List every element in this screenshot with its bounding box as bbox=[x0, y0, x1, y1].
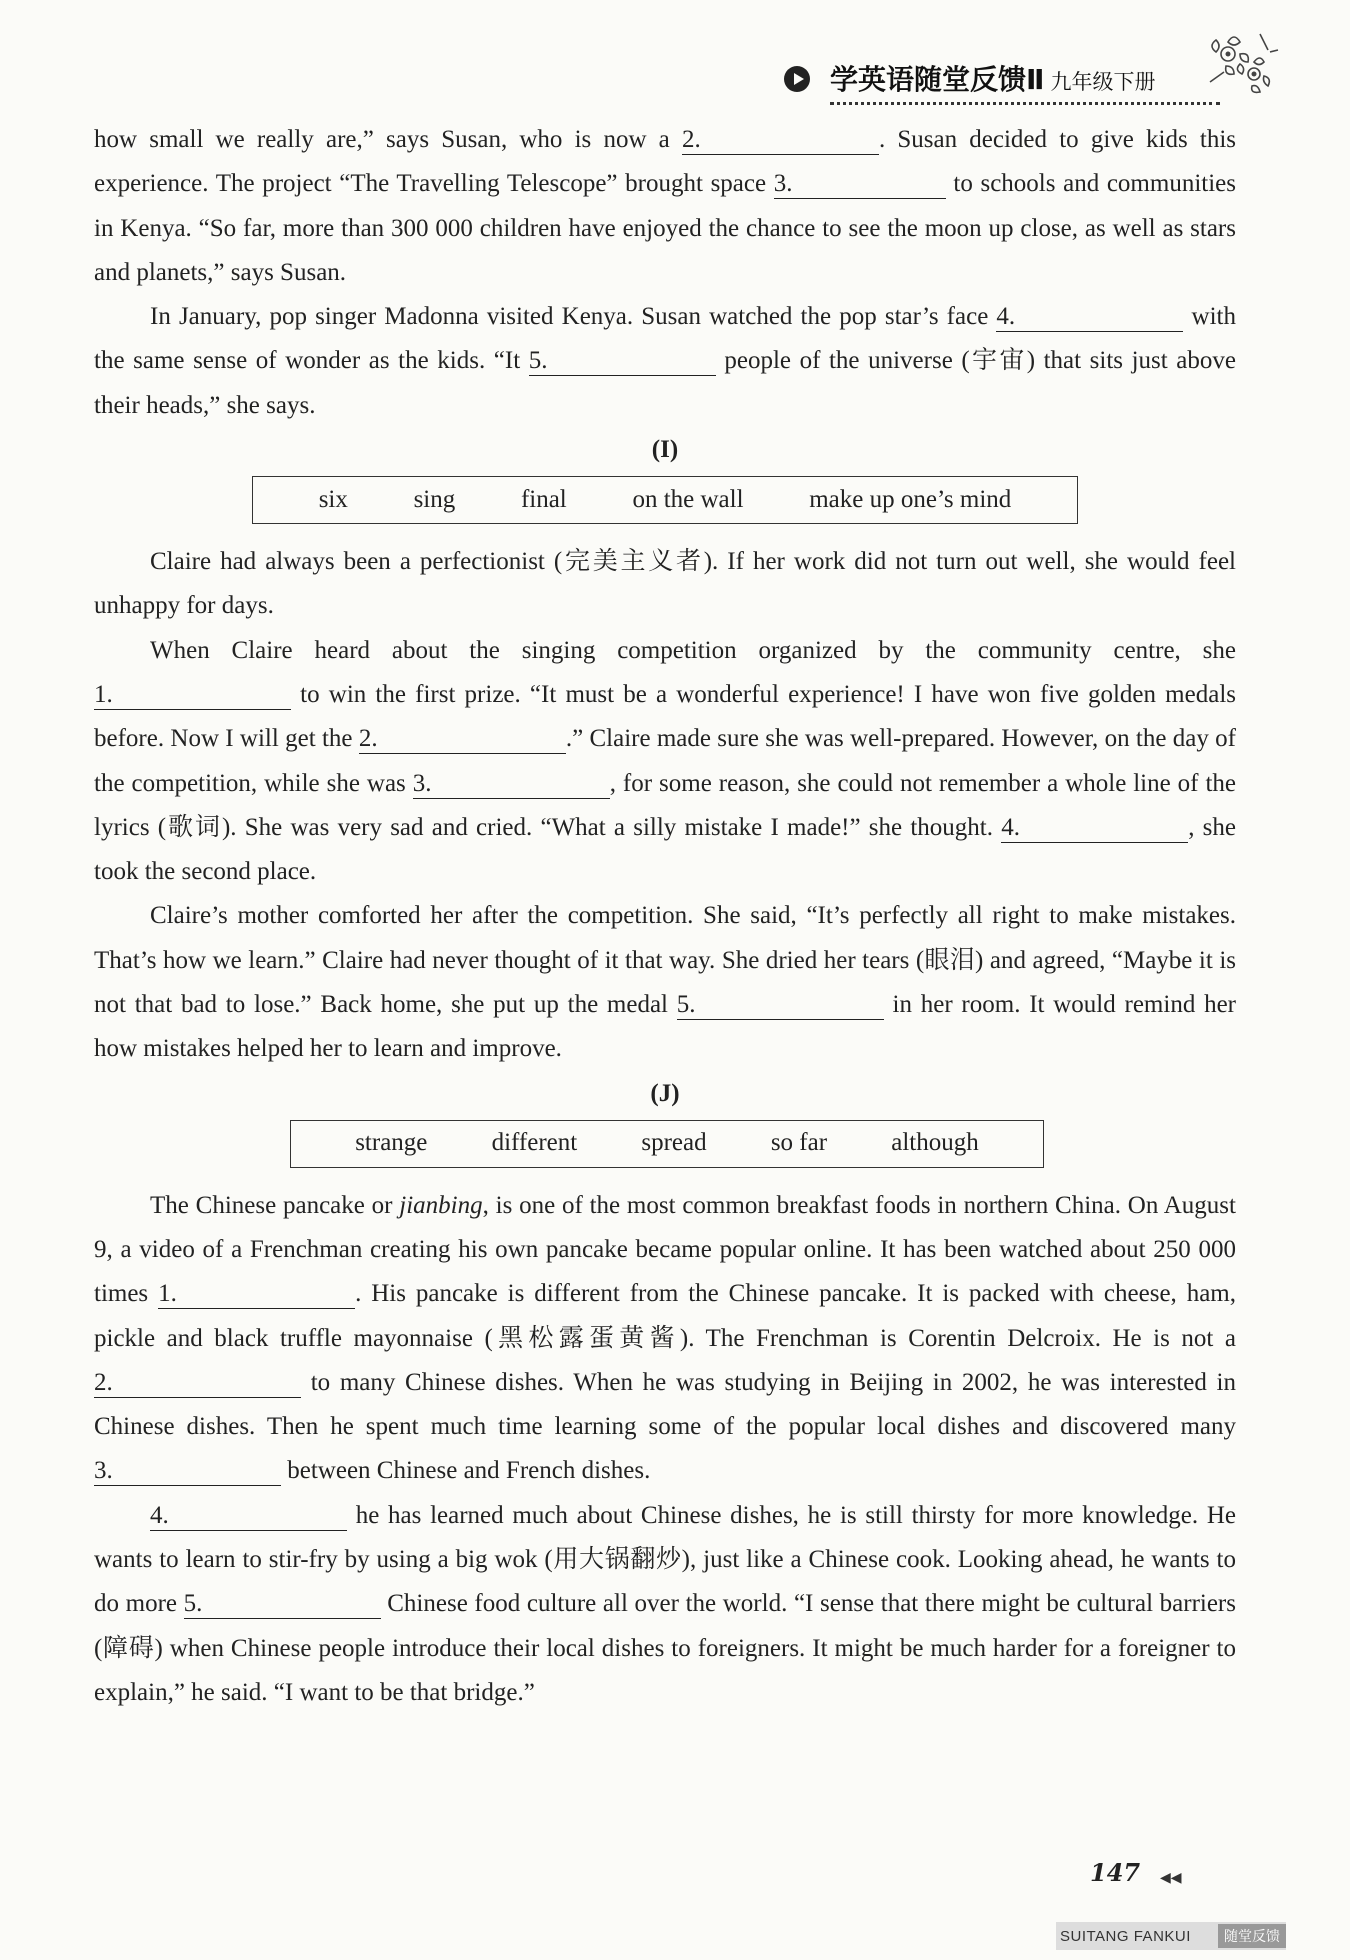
series-title: 学英语随堂反馈Ⅱ 九年级下册 bbox=[830, 63, 1156, 96]
page-number: 147 bbox=[1090, 1858, 1141, 1887]
page-body bbox=[94, 118, 1236, 1715]
header-dotted-rule bbox=[830, 102, 1220, 105]
running-header bbox=[770, 44, 1290, 104]
blank-5[interactable]: 5. bbox=[184, 1590, 381, 1619]
section-i-paragraph-2: When Claire heard about the singing competition organized by the community centre, she 1. to win the first prize. “It must be a wonderful experience! I have won five golden medals before. Now I will get the 2. .” Claire made sure she was well-prepared. However, on the day of the competition, while she was 3. , for some reason, she could not remember a whole line of the lyrics (歌词). She was very sad and cried. “What a silly mistake I made!” she thought. 4. , she took the second place. bbox=[94, 636, 1236, 886]
pinyin-term: jianbing bbox=[399, 1191, 483, 1219]
double-arrow-left-icon: ◀◀ bbox=[1160, 1871, 1182, 1886]
intro-paragraph-1: how small we really are,” says Susan, who is now a 2. . Susan decided to give kids this experience. The project “The Travelling Telescope” brought space 3. to schools and communities in Kenya. “So far, more than 300 000 children have enjoyed the chance to see the moon up close, as well as stars and planets,” says Susan. bbox=[94, 126, 1237, 286]
blank-1[interactable]: 1. bbox=[94, 681, 291, 710]
word-bank-item: sing bbox=[413, 485, 456, 513]
blank-3[interactable]: 3. bbox=[94, 1457, 281, 1486]
play-circle-icon bbox=[784, 66, 810, 92]
word-bank-item: on the wall bbox=[632, 485, 744, 513]
section-j-title: (J) bbox=[650, 1079, 680, 1107]
section-i-title: (I) bbox=[651, 436, 679, 464]
word-bank-i bbox=[252, 476, 1078, 524]
word-bank-item: final bbox=[520, 485, 567, 513]
blank-5[interactable]: 5. bbox=[677, 991, 884, 1020]
blank-4[interactable]: 4. bbox=[150, 1502, 347, 1531]
blank-2[interactable]: 2. bbox=[359, 725, 566, 754]
section-j-paragraph-2: 4. he has learned much about Chinese dishes, he is still thirsty for more knowledge. He wants to learn to stir-fry by using a big wok (用大锅翻炒), just like a Chinese cook. Looking ahead, he wants to do more 5. Chinese food culture all over the world. “I sense that there might be cultural barriers (障碍) when Chinese people introduce their local dishes to foreigners. It might be much harder for a foreigner to explain,” he said. “I want to be that bridge.” bbox=[94, 1501, 1236, 1706]
word-bank-item: so far bbox=[770, 1129, 828, 1157]
grade-label: 九年级下册 bbox=[1050, 70, 1156, 94]
blank-4[interactable]: 4. bbox=[996, 303, 1183, 332]
word-bank-item: different bbox=[491, 1129, 578, 1157]
section-i-paragraph-3: Claire’s mother comforted her after the competition. She said, “It’s perfectly all right to make mistakes. That’s how we learn.” Claire had never thought of it that way. She dried her tears (眼泪) and agreed, “Maybe it is not that bad to lose.” Back home, she put up the medal 5. in her room. It would remind her how mistakes helped her to learn and improve. bbox=[94, 902, 1236, 1063]
blank-2[interactable]: 2. bbox=[94, 1369, 301, 1398]
word-bank-item: although bbox=[891, 1129, 979, 1157]
footer-series-en: SUITANG FANKUI bbox=[1060, 1927, 1191, 1945]
section-j-paragraph-1: The Chinese pancake or jianbing, is one of the most common breakfast foods in northern China. On August 9, a video of a Frenchman creating his own pancake became popular online. It has been watched about 250 000 times 1. . His pancake is different from the Chinese pancake. It is packed with cheese, ham, pickle and black truffle mayonnaise (黑松露蛋黄酱). The Frenchman is Corentin Delcroix. He is not a 2. to many Chinese dishes. When he was studying in Beijing in 2002, he was interested in Chinese dishes. Then he spent much time learning some of the popular local dishes and discovered many 3. between Chinese and French dishes. bbox=[94, 1191, 1236, 1485]
word-bank-item: strange bbox=[355, 1129, 428, 1157]
footer-series-zh: 随堂反馈 bbox=[1218, 1924, 1286, 1948]
word-bank-item: six bbox=[318, 485, 348, 513]
blank-3[interactable]: 3. bbox=[413, 770, 610, 799]
word-bank-j bbox=[290, 1120, 1044, 1168]
blank-5[interactable]: 5. bbox=[529, 347, 716, 376]
footer-series-band bbox=[1056, 1922, 1286, 1950]
blank-1[interactable]: 1. bbox=[158, 1280, 355, 1309]
section-i-paragraph-1: Claire had always been a perfectionist (完美主义者). If her work did not turn out well, she would feel unhappy for days. bbox=[94, 548, 1236, 620]
flower-decoration-icon bbox=[1200, 22, 1280, 102]
intro-paragraph-2: In January, pop singer Madonna visited Kenya. Susan watched the pop star’s face 4. with the same sense of wonder as the kids. “It 5. people of the universe (宇宙) that sits just above their heads,” she says. bbox=[94, 303, 1236, 419]
blank-3[interactable]: 3. bbox=[774, 170, 946, 199]
blank-4[interactable]: 4. bbox=[1001, 814, 1188, 843]
word-bank-item: make up one’s mind bbox=[809, 485, 1012, 513]
word-bank-item: spread bbox=[641, 1129, 707, 1157]
blank-2[interactable]: 2. bbox=[682, 126, 879, 155]
